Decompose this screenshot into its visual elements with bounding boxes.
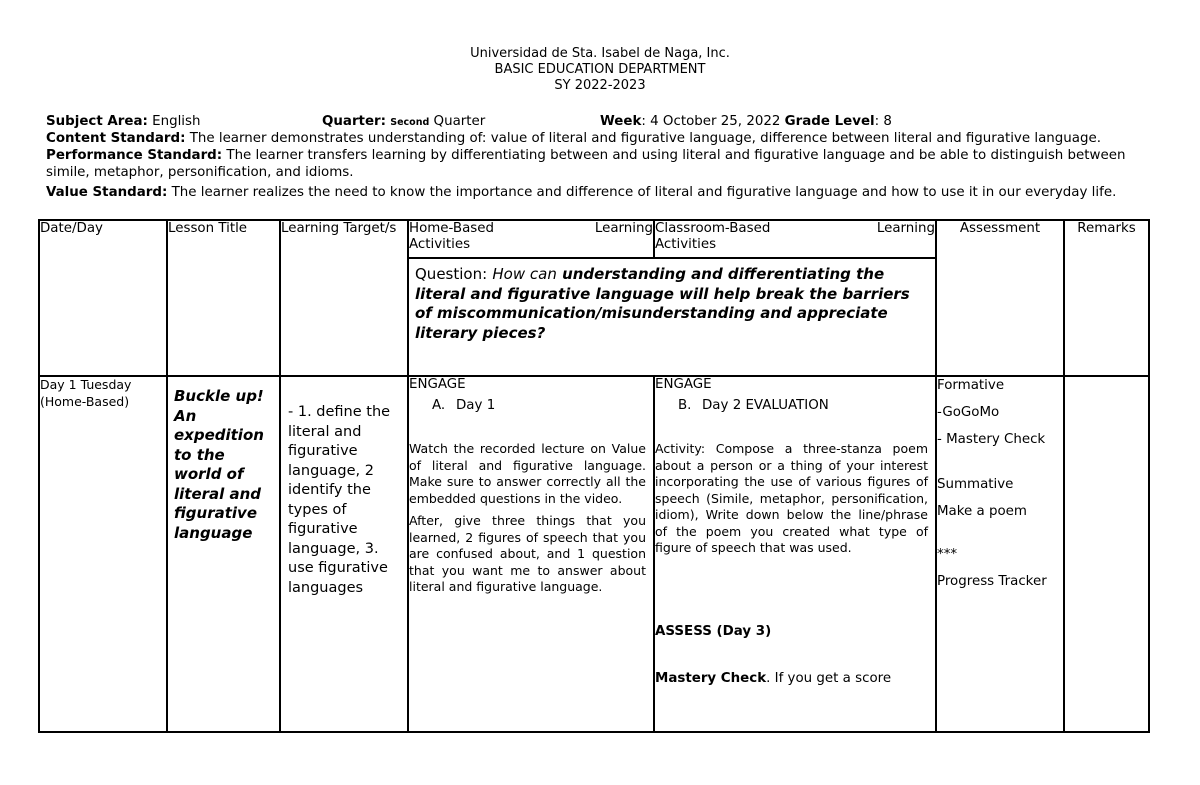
performance-standard-label: Performance Standard:: [46, 148, 223, 163]
targets-cell: [280, 376, 408, 732]
week-label: Week: [600, 114, 642, 129]
quarter-label: Quarter:: [322, 114, 386, 129]
guiding-question-cell: [408, 258, 936, 376]
header-remarks: Remarks: [1064, 220, 1149, 376]
meta-line-subject: [46, 113, 1156, 130]
day-label: Day 1 Tuesday (Home-Based): [40, 377, 132, 409]
day-row: [39, 376, 1149, 732]
assessment-mastery-check: - Mastery Check: [937, 432, 1046, 447]
school-year: SY 2022-2023: [554, 78, 646, 93]
quarter-prefix: Second: [390, 117, 430, 128]
question-text: understanding and differentiating the literal and figurative language will help break the barriers of miscommunication/misunderstanding and appreciate literary pieces?: [415, 265, 910, 342]
classroom-letter: B.: [678, 398, 692, 413]
assessment-make-poem: Make a poem: [937, 504, 1027, 519]
value-standard: [46, 184, 1156, 201]
mastery-check-text: . If you get a score: [766, 670, 892, 686]
performance-standard: [46, 147, 1156, 181]
header-assessment: Assessment: [936, 220, 1064, 376]
header-class-word3: Activities: [655, 237, 717, 252]
lesson-title-cell: [167, 376, 280, 732]
grade-value: : 8: [874, 114, 892, 129]
classroom-phase: ENGAGE: [655, 377, 712, 392]
content-standard: [46, 130, 1156, 147]
quarter-value: Quarter: [433, 114, 486, 129]
assessment-gogomo: -GoGoMo: [937, 405, 1000, 420]
institution-name: Universidad de Sta. Isabel de Naga, Inc.: [470, 46, 730, 61]
classroom-activities-cell: [654, 376, 936, 732]
assessment-stars: ***: [937, 547, 958, 562]
content-standard-label: Content Standard:: [46, 131, 186, 146]
header-class-word1: Classroom-Based: [655, 221, 771, 236]
assessment-progress-tracker: Progress Tracker: [937, 574, 1047, 589]
learning-targets: - 1. define the literal and figurative language, 2 identify the types of figurative language, 3. use figurative languages: [288, 404, 391, 596]
home-letter: A.: [432, 398, 446, 413]
header-class-word2: Learning: [876, 221, 935, 236]
day-cell: [39, 376, 167, 732]
question-italic-start: How can: [492, 265, 557, 283]
home-day: Day 1: [456, 398, 496, 413]
week-value: : 4 October 25, 2022: [641, 114, 781, 129]
value-standard-text: The learner realizes the need to know the importance and difference of literal and figurative language and how to use it in our everyday life.: [171, 185, 1117, 200]
question-label: Question:: [415, 265, 488, 283]
assessment-cell: [936, 376, 1064, 732]
lesson-plan-table: [38, 219, 1150, 733]
header-home-based: [408, 220, 654, 258]
subject-value: English: [152, 114, 201, 129]
home-phase: ENGAGE: [409, 377, 466, 392]
mastery-check-label: Mastery Check: [655, 670, 767, 686]
performance-standard-text: The learner transfers learning by differentiating between and using literal and figurative language and be able to distinguish between simile, metaphor, personification, and idioms.: [46, 148, 1126, 180]
header-date: Date/Day: [39, 220, 167, 376]
assess-heading: ASSESS (Day 3): [655, 623, 772, 639]
department-name: BASIC EDUCATION DEPARTMENT: [494, 62, 706, 77]
home-activities-cell: [408, 376, 654, 732]
header-learning-target: Learning Target/s: [280, 220, 408, 376]
content-standard-text: The learner demonstrates understanding of: value of literal and figurative language, difference between literal and figurative language.: [189, 131, 1101, 146]
classroom-activity: Activity: Compose a three-stanza poem about a person or a thing of your interest incorporating the use of various figures of speech (Simile, metaphor, personification, idiom), Write down below the line/phrase of the poem you created what type of figure of speech that was used.: [655, 441, 928, 555]
header-home-word3: Activities: [409, 237, 471, 252]
lesson-title: Buckle up! An expedition to the world of literal and figurative language: [174, 387, 264, 542]
grade-label: Grade Level: [784, 114, 875, 129]
value-standard-label: Value Standard:: [46, 185, 168, 200]
header-classroom-based: [654, 220, 936, 258]
home-reflection: After, give three things that you learned, 2 figures of speech that you are confused about, and 1 question that you want me to answer about literal and figurative language.: [409, 513, 646, 594]
header-lesson-title: Lesson Title: [167, 220, 280, 376]
header-home-word2: Learning: [594, 221, 653, 236]
classroom-day: Day 2 EVALUATION: [702, 398, 829, 413]
document-header: [0, 46, 1200, 94]
assessment-formative: Formative: [937, 378, 1005, 393]
remarks-cell: [1064, 376, 1149, 732]
home-instructions: Watch the recorded lecture on Value of literal and figurative language. Make sure to answer correctly all the embedded questions in the video.: [409, 441, 646, 506]
header-home-word1: Home-Based: [409, 221, 495, 236]
header-row: [39, 220, 1149, 258]
assessment-summative: Summative: [937, 477, 1014, 492]
subject-label: Subject Area:: [46, 114, 148, 129]
